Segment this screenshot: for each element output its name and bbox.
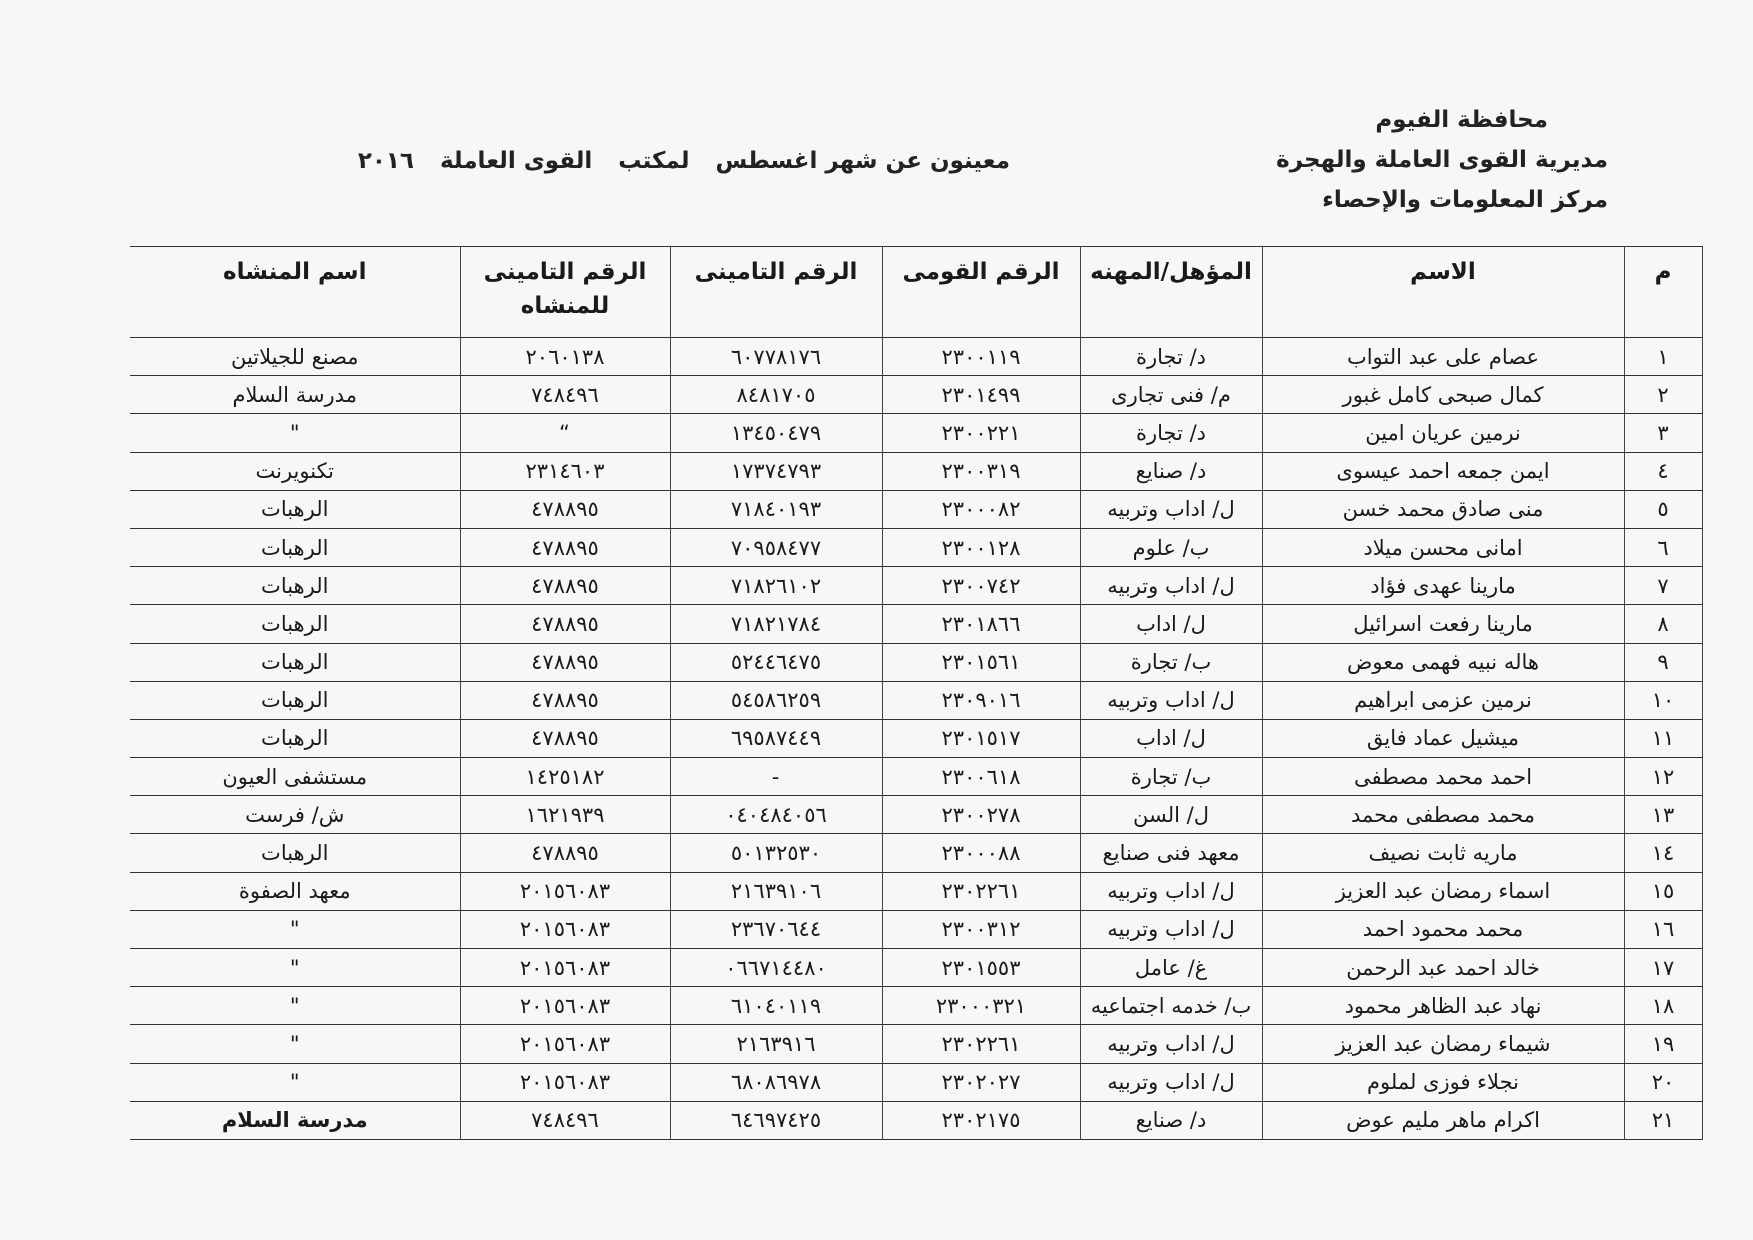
- governorate-name: محافظة الفيوم: [1375, 107, 1548, 133]
- cell-qualification: د/ تجارة: [1080, 414, 1262, 452]
- cell-no: ١١: [1624, 719, 1702, 757]
- cell-no: ٢٠: [1624, 1063, 1702, 1101]
- table-row: [130, 1101, 1702, 1139]
- cell-national-no: ٢٣٠٠٠٨٨: [882, 834, 1080, 872]
- cell-insurance-no: ٦٩٥٨٧٤٤٩: [670, 719, 882, 757]
- cell-establishment-insurance-no: ٧٤٨٤٩٦: [460, 376, 670, 414]
- table-row: [130, 910, 1702, 948]
- cell-establishment-name: ش/ فرست: [130, 796, 460, 834]
- cell-insurance-no: ٧١٨٢١٧٨٤: [670, 605, 882, 643]
- cell-name: كمال صبحى كامل غبور: [1262, 376, 1624, 414]
- cell-qualification: ب/ علوم: [1080, 528, 1262, 566]
- cell-establishment-insurance-no: ١٤٢٥١٨٢: [460, 758, 670, 796]
- cell-name: ماريه ثابت نصيف: [1262, 834, 1624, 872]
- cell-establishment-name: مستشفى العيون: [130, 758, 460, 796]
- cell-name: اسماء رمضان عبد العزيز: [1262, 872, 1624, 910]
- cell-no: ٤: [1624, 452, 1702, 490]
- cell-establishment-name: ": [130, 987, 460, 1025]
- table-row: [130, 452, 1702, 490]
- table-row: [130, 490, 1702, 528]
- letterhead: [1268, 100, 1608, 220]
- cell-insurance-no: ٨٤٨١٧٠٥: [670, 376, 882, 414]
- cell-national-no: ٢٣٠١٤٩٩: [882, 376, 1080, 414]
- cell-establishment-insurance-no: ١٦٢١٩٣٩: [460, 796, 670, 834]
- cell-establishment-name: ": [130, 949, 460, 987]
- cell-no: ١٤: [1624, 834, 1702, 872]
- col-header-no: م: [1624, 247, 1702, 338]
- cell-national-no: ٢٣٠٩٠١٦: [882, 681, 1080, 719]
- table-row: [130, 796, 1702, 834]
- cell-establishment-insurance-no: ٢٠١٥٦٠٨٣: [460, 910, 670, 948]
- cell-national-no: ٢٣٠١٥٥٣: [882, 949, 1080, 987]
- cell-insurance-no: ٦٤٦٩٧٤٢٥: [670, 1101, 882, 1139]
- cell-national-no: ٢٣٠٠٧٤٢: [882, 567, 1080, 605]
- table-row: [130, 1025, 1702, 1063]
- table-row: [130, 719, 1702, 757]
- cell-qualification: م/ فنى تجارى: [1080, 376, 1262, 414]
- cell-establishment-name: الرهبات: [130, 490, 460, 528]
- cell-establishment-insurance-no: ٢٠١٥٦٠٨٣: [460, 1025, 670, 1063]
- cell-qualification: غ/ عامل: [1080, 949, 1262, 987]
- cell-qualification: ل/ اداب وتربيه: [1080, 872, 1262, 910]
- cell-insurance-no: ٧١٨٢٦١٠٢: [670, 567, 882, 605]
- table-row: [130, 605, 1702, 643]
- cell-establishment-name: الرهبات: [130, 605, 460, 643]
- cell-national-no: ٢٣٠١٨٦٦: [882, 605, 1080, 643]
- col-header-name: الاسم: [1262, 247, 1624, 338]
- col-header-national-no: الرقم القومى: [882, 247, 1080, 338]
- cell-insurance-no: ٠٦٦٧١٤٤٨٠: [670, 949, 882, 987]
- cell-insurance-no: ٠٤٠٤٨٤٠٥٦: [670, 796, 882, 834]
- cell-establishment-insurance-no: ٤٧٨٨٩٥: [460, 681, 670, 719]
- appointees-table: [130, 246, 1703, 1140]
- col-header-qualification: المؤهل/المهنه: [1080, 247, 1262, 338]
- cell-name: هاله نبيه فهمى معوض: [1262, 643, 1624, 681]
- cell-insurance-no: ٥٢٤٤٦٤٧٥: [670, 643, 882, 681]
- cell-establishment-insurance-no: ٤٧٨٨٩٥: [460, 834, 670, 872]
- cell-national-no: ٢٣٠١٥٦١: [882, 643, 1080, 681]
- cell-no: ١: [1624, 338, 1702, 376]
- cell-name: امانى محسن ميلاد: [1262, 528, 1624, 566]
- cell-name: شيماء رمضان عبد العزيز: [1262, 1025, 1624, 1063]
- cell-name: احمد محمد مصطفى: [1262, 758, 1624, 796]
- cell-qualification: ل/ اداب وتربيه: [1080, 490, 1262, 528]
- cell-name: عصام على عبد التواب: [1262, 338, 1624, 376]
- cell-qualification: ل/ السن: [1080, 796, 1262, 834]
- cell-name: خالد احمد عبد الرحمن: [1262, 949, 1624, 987]
- cell-insurance-no: ٧١٨٤٠١٩٣: [670, 490, 882, 528]
- cell-name: محمد محمود احمد: [1262, 910, 1624, 948]
- title-part-1: معينون عن شهر اغسطس: [715, 148, 1010, 174]
- cell-qualification: د/ صنايع: [1080, 452, 1262, 490]
- document-title: [350, 148, 1010, 174]
- title-part-3: القوى العاملة: [439, 148, 593, 174]
- cell-qualification: ل/ اداب وتربيه: [1080, 1025, 1262, 1063]
- table-row: [130, 1063, 1702, 1101]
- cell-no: ٢: [1624, 376, 1702, 414]
- cell-establishment-name: الرهبات: [130, 834, 460, 872]
- cell-qualification: ب/ تجارة: [1080, 758, 1262, 796]
- cell-establishment-name: ": [130, 910, 460, 948]
- cell-no: ٥: [1624, 490, 1702, 528]
- cell-no: ١٧: [1624, 949, 1702, 987]
- table-row: [130, 872, 1702, 910]
- cell-insurance-no: ١٧٣٧٤٧٩٣: [670, 452, 882, 490]
- cell-no: ٦: [1624, 528, 1702, 566]
- cell-insurance-no: ٢١٦٣٩١٠٦: [670, 872, 882, 910]
- cell-establishment-insurance-no: ٢٠١٥٦٠٨٣: [460, 1063, 670, 1101]
- col-header-insurance-no: الرقم التامينى: [670, 247, 882, 338]
- cell-national-no: ٢٣٠٠٦١٨: [882, 758, 1080, 796]
- cell-establishment-name: مصنع للجيلاتين: [130, 338, 460, 376]
- cell-insurance-no: ٦١٠٤٠١١٩: [670, 987, 882, 1025]
- cell-qualification: ب/ خدمه اجتماعيه: [1080, 987, 1262, 1025]
- cell-insurance-no: ٥٠١٣٢٥٣٠: [670, 834, 882, 872]
- cell-no: ١٦: [1624, 910, 1702, 948]
- table-row: [130, 643, 1702, 681]
- cell-no: ١٢: [1624, 758, 1702, 796]
- cell-national-no: ٢٣٠٠١١٩: [882, 338, 1080, 376]
- cell-national-no: ٢٣٠٠١٢٨: [882, 528, 1080, 566]
- cell-qualification: د/ تجارة: [1080, 338, 1262, 376]
- cell-establishment-insurance-no: ٤٧٨٨٩٥: [460, 719, 670, 757]
- cell-name: اكرام ماهر مليم عوض: [1262, 1101, 1624, 1139]
- cell-name: نجلاء فوزى لملوم: [1262, 1063, 1624, 1101]
- cell-insurance-no: ٢١٦٣٩١٦: [670, 1025, 882, 1063]
- cell-establishment-name: الرهبات: [130, 681, 460, 719]
- cell-name: نهاد عبد الظاهر محمود: [1262, 987, 1624, 1025]
- cell-qualification: د/ صنايع: [1080, 1101, 1262, 1139]
- cell-qualification: معهد فنى صنايع: [1080, 834, 1262, 872]
- cell-establishment-insurance-no: ٤٧٨٨٩٥: [460, 490, 670, 528]
- cell-insurance-no: -: [670, 758, 882, 796]
- title-part-2: لمكتب: [618, 148, 690, 174]
- cell-national-no: ٢٣٠٠٢٢١: [882, 414, 1080, 452]
- cell-no: ١٣: [1624, 796, 1702, 834]
- col-header-establishment-insurance-no: الرقم التامينى للمنشاه: [460, 247, 670, 338]
- table-row: [130, 528, 1702, 566]
- table-row: [130, 376, 1702, 414]
- cell-establishment-name: معهد الصفوة: [130, 872, 460, 910]
- cell-establishment-insurance-no: ٢٠١٥٦٠٨٣: [460, 872, 670, 910]
- cell-establishment-insurance-no: ٢٠١٥٦٠٨٣: [460, 987, 670, 1025]
- cell-no: ٨: [1624, 605, 1702, 643]
- cell-establishment-name: ": [130, 1025, 460, 1063]
- cell-name: ميشيل عماد فايق: [1262, 719, 1624, 757]
- cell-establishment-insurance-no: ٤٧٨٨٩٥: [460, 567, 670, 605]
- cell-establishment-insurance-no: ٤٧٨٨٩٥: [460, 605, 670, 643]
- table-row: [130, 758, 1702, 796]
- cell-no: ١٠: [1624, 681, 1702, 719]
- cell-establishment-name: الرهبات: [130, 528, 460, 566]
- cell-establishment-name: مدرسة السلام: [130, 1101, 460, 1139]
- cell-establishment-insurance-no: ٧٤٨٤٩٦: [460, 1101, 670, 1139]
- table-row: [130, 567, 1702, 605]
- cell-national-no: ٢٣٠٠٠٣٢١: [882, 987, 1080, 1025]
- cell-national-no: ٢٣٠٠٣١٩: [882, 452, 1080, 490]
- cell-establishment-insurance-no: ٤٧٨٨٩٥: [460, 528, 670, 566]
- cell-name: مارينا رفعت اسرائيل: [1262, 605, 1624, 643]
- table-row: [130, 681, 1702, 719]
- cell-establishment-name: الرهبات: [130, 567, 460, 605]
- cell-establishment-name: مدرسة السلام: [130, 376, 460, 414]
- cell-no: ١٨: [1624, 987, 1702, 1025]
- table-header-row: [130, 247, 1702, 338]
- cell-no: ١٩: [1624, 1025, 1702, 1063]
- cell-qualification: ل/ اداب وتربيه: [1080, 910, 1262, 948]
- cell-qualification: ل/ اداب وتربيه: [1080, 567, 1262, 605]
- cell-national-no: ٢٣٠٠٣١٢: [882, 910, 1080, 948]
- cell-no: ٢١: [1624, 1101, 1702, 1139]
- cell-qualification: ب/ تجارة: [1080, 643, 1262, 681]
- cell-qualification: ل/ اداب وتربيه: [1080, 1063, 1262, 1101]
- table-body: [130, 338, 1702, 1140]
- cell-no: ٩: [1624, 643, 1702, 681]
- cell-establishment-insurance-no: ٢٠٦٠١٣٨: [460, 338, 670, 376]
- cell-insurance-no: ١٣٤٥٠٤٧٩: [670, 414, 882, 452]
- cell-qualification: ل/ اداب: [1080, 719, 1262, 757]
- cell-name: محمد مصطفى محمد: [1262, 796, 1624, 834]
- cell-qualification: ل/ اداب وتربيه: [1080, 681, 1262, 719]
- center-name: مركز المعلومات والإحصاء: [1322, 187, 1608, 213]
- table-row: [130, 338, 1702, 376]
- cell-establishment-insurance-no: ٤٧٨٨٩٥: [460, 643, 670, 681]
- cell-insurance-no: ٦٨٠٨٦٩٧٨: [670, 1063, 882, 1101]
- cell-name: مارينا عهدى فؤاد: [1262, 567, 1624, 605]
- cell-insurance-no: ٢٣٦٧٠٦٤٤: [670, 910, 882, 948]
- cell-insurance-no: ٦٠٧٧٨١٧٦: [670, 338, 882, 376]
- cell-name: نرمين عزمى ابراهيم: [1262, 681, 1624, 719]
- cell-establishment-name: الرهبات: [130, 719, 460, 757]
- cell-no: ٧: [1624, 567, 1702, 605]
- cell-establishment-insurance-no: ٢٠١٥٦٠٨٣: [460, 949, 670, 987]
- title-year: ٢٠١٦: [357, 148, 414, 174]
- cell-national-no: ٢٣٠٢١٧٥: [882, 1101, 1080, 1139]
- cell-name: نرمين عريان امين: [1262, 414, 1624, 452]
- cell-national-no: ٢٣٠٠٠٨٢: [882, 490, 1080, 528]
- cell-establishment-name: تكنويرنت: [130, 452, 460, 490]
- cell-establishment-name: ": [130, 414, 460, 452]
- table-row: [130, 987, 1702, 1025]
- cell-no: ١٥: [1624, 872, 1702, 910]
- cell-national-no: ٢٣٠٢٢٦١: [882, 872, 1080, 910]
- cell-national-no: ٢٣٠٢٠٢٧: [882, 1063, 1080, 1101]
- cell-establishment-insurance-no: ٢٣١٤٦٠٣: [460, 452, 670, 490]
- col-header-establishment-name: اسم المنشاه: [130, 247, 460, 338]
- cell-national-no: ٢٣٠١٥١٧: [882, 719, 1080, 757]
- cell-establishment-name: الرهبات: [130, 643, 460, 681]
- cell-establishment-name: ": [130, 1063, 460, 1101]
- cell-insurance-no: ٧٠٩٥٨٤٧٧: [670, 528, 882, 566]
- cell-national-no: ٢٣٠٠٢٧٨: [882, 796, 1080, 834]
- table-row: [130, 949, 1702, 987]
- table-row: [130, 834, 1702, 872]
- table-row: [130, 414, 1702, 452]
- cell-name: منى صادق محمد خسن: [1262, 490, 1624, 528]
- directorate-name: مديرية القوى العاملة والهجرة: [1276, 147, 1608, 173]
- cell-insurance-no: ٥٤٥٨٦٢٥٩: [670, 681, 882, 719]
- cell-name: ايمن جمعه احمد عيسوى: [1262, 452, 1624, 490]
- cell-no: ٣: [1624, 414, 1702, 452]
- cell-qualification: ل/ اداب: [1080, 605, 1262, 643]
- cell-national-no: ٢٣٠٢٢٦١: [882, 1025, 1080, 1063]
- cell-establishment-insurance-no: “: [460, 414, 670, 452]
